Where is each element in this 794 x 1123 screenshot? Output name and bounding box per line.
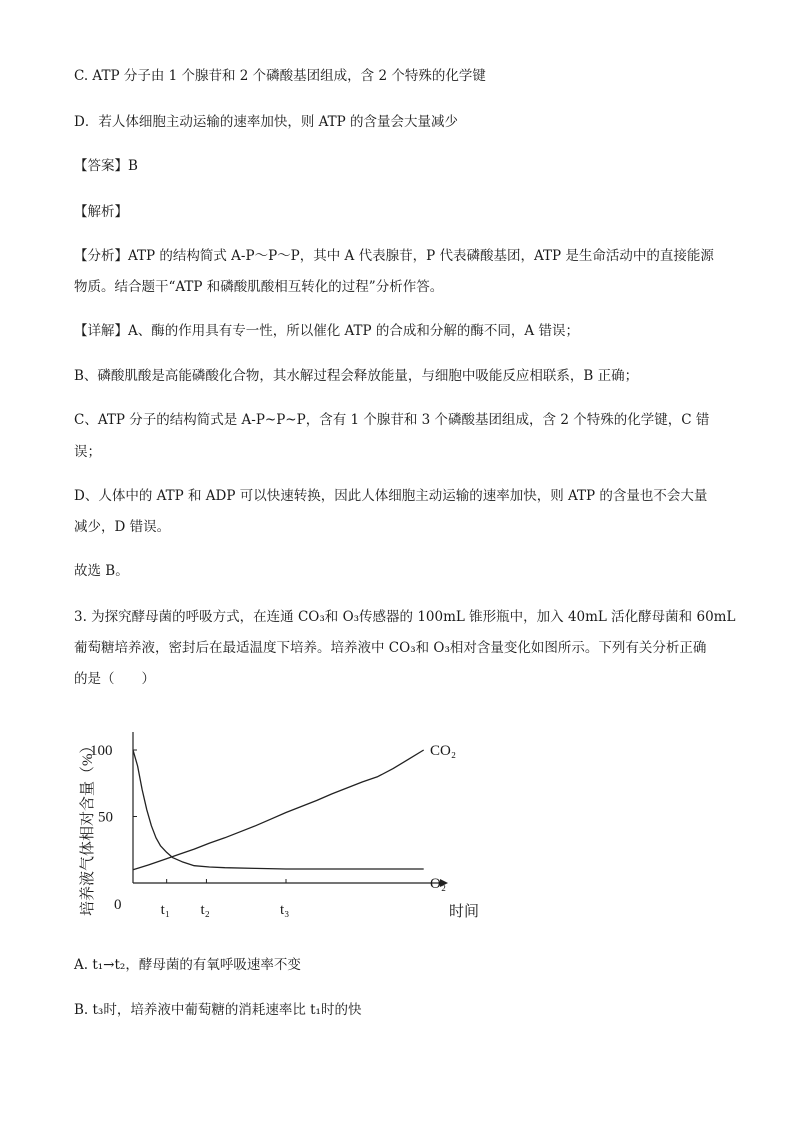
question-3-line-3: 的是（ ） [74,671,155,687]
y-tick-label: 0 [114,897,122,913]
series-label-co2: CO₂ [430,743,457,759]
option-d: D．若人体细胞主动运输的速率加快，则 ATP 的含量会大量减少 [74,114,459,130]
chart-series [133,750,424,870]
chart-axes [133,732,448,887]
x-axis-label: 时间 [449,904,480,920]
analysis-line-1: 【分析】ATP 的结构简式 A-P～P～P，其中 A 代表腺苷，P 代表磷酸基团，ATP 是生命活动中的直接能源 [74,248,714,264]
x-tick-label: t₃ [280,902,290,918]
option-a: A. t₁→t₂，酵母菌的有氧呼吸速率不变 [74,957,301,973]
analysis-line-2: 物质。结合题干“ATP 和磷酸肌酸相互转化的过程”分析作答。 [74,279,444,295]
detail-line-d: D、人体中的 ATP 和 ADP 可以快速转换，因此人体细胞主动运输的速率加快，则 ATP 的含量也不会大量 [74,488,708,504]
explanation-label: 【解析】 [74,204,128,220]
y-tick-label: 100 [90,743,113,759]
series-label-o2: O₂ [430,876,447,892]
detail-line-c: C、ATP 分子的结构简式是 A-P~P~P，含有 1 个腺苷和 3 个磷酸基团组成，含 2 个特殊的化学键，C 错 [74,412,710,428]
x-tick-label: t₂ [200,902,210,918]
detail-line-a: 【详解】A、酶的作用具有专一性，所以催化 ATP 的合成和分解的酶不同，A 错误； [74,323,579,339]
x-tick-label: t₁ [160,902,171,918]
gas-content-chart [70,728,490,928]
chart-ticks [90,743,289,918]
conclusion: 故选 B。 [74,563,129,579]
question-3-line-2: 葡萄糖培养液，密封后在最适温度下培养。培养液中 CO₃和 O₃相对含量变化如图所示。下列有关分析正确 [74,640,707,656]
detail-line-c-cont: 误； [74,444,101,460]
answer-label: 【答案】B [74,158,138,174]
y-axis-label: 培养液气体相对含量（%） [80,738,96,916]
detail-line-b: B、磷酸肌酸是高能磷酸化合物，其水解过程会释放能量，与细胞中吸能反应相联系，B 正确； [74,368,639,384]
series-line [133,750,424,870]
option-c: C. ATP 分子由 1 个腺苷和 2 个磷酸基团组成，含 2 个特殊的化学键 [74,68,486,84]
question-3-line-1: 3. 为探究酵母菌的呼吸方式，在连通 CO₃和 O₃传感器的 100mL 锥形瓶中，加入 40mL 活化酵母菌和 60mL [74,609,736,625]
option-b: B. t₃时，培养液中葡萄糖的消耗速率比 t₁时的快 [74,1002,362,1018]
series-line [133,750,424,869]
y-tick-label: 50 [98,809,113,826]
detail-line-d-cont: 减少，D 错误。 [74,519,171,535]
